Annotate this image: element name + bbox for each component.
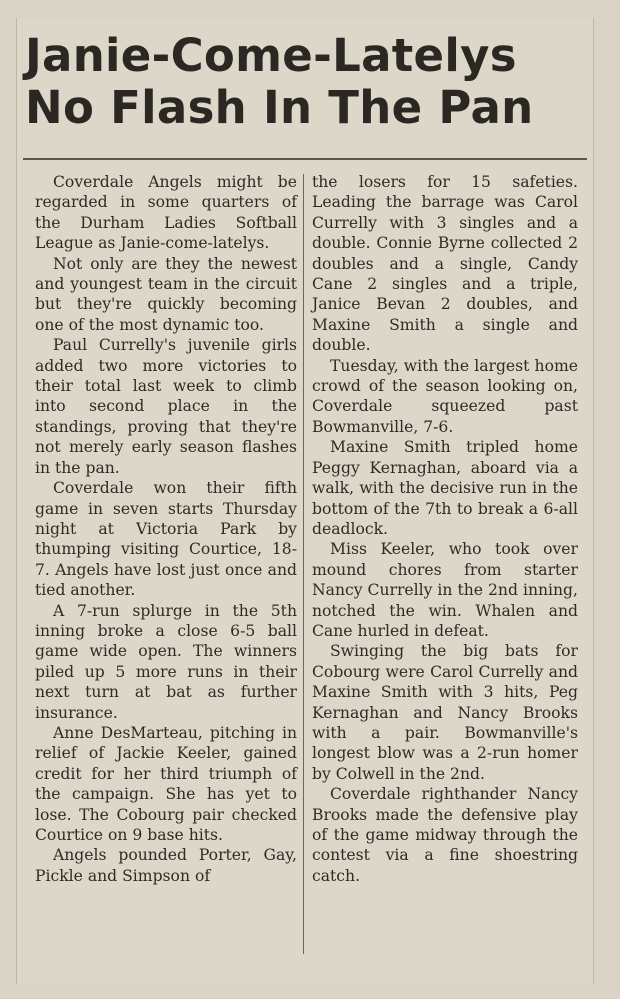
paragraph: Miss Keeler, who took over mound chores from starter Nancy Currelly in the 2nd inning, notched the win. Whalen and Cane hurled in defeat. [312,540,578,640]
headline [25,30,593,134]
headline-line-1: Janie-Come-Latelys [25,29,517,82]
article-body [25,172,585,974]
headline-rule [23,158,587,160]
paragraph: Coverdale won their fifth game in seven starts Thursday night at Victoria Park by thumping visiting Courtice, 18-7. Angels have lost just once and tied another. [35,479,297,600]
paragraph: Coverdale righthander Nancy Brooks made the defensive play of the game midway through the contest via a fine shoestring catch. [312,785,578,885]
newspaper-clipping [16,18,594,984]
paragraph: A 7-run splurge in the 5th inning broke a close 6-5 ball game wide open. The winners piled up 5 more runs in their next turn at bat as further insurance. [35,601,297,722]
paragraph: the losers for 15 safeties. Leading the barrage was Carol Currelly with 3 singles and a double. Connie Byrne collected 2 doubles and a single, Candy Cane 2 singles and a triple, Janice Bevan 2 doubles, and Maxine Smith a single and double. [312,173,578,355]
column-left [25,172,303,974]
paragraph: Coverdale Angels might be regarded in some quarters of the Durham Ladies Softball League as Janie-come-latelys. [35,173,297,253]
column-right [304,172,582,974]
paragraph: Tuesday, with the largest home crowd of the season looking on, Coverdale squeezed past Bowmanville, 7-6. [312,356,578,436]
paragraph: Paul Currelly's juvenile girls added two more victories to their total last week to climb into second place in the standings, proving that they're not merely early season flashes in the pan. [35,336,297,477]
paragraph: Anne DesMarteau, pitching in relief of Jackie Keeler, gained credit for her third triumph of the campaign. She has yet to lose. The Cobourg pair checked Courtice on 9 base hits. [35,723,297,844]
paragraph: Swinging the big bats for Cobourg were Carol Currelly and Maxine Smith with 3 hits, Peg Kernaghan and Nancy Brooks with a pair. Bowmanville's longest blow was a 2-run homer by Colwell in the 2nd. [312,642,578,783]
headline-line-2: No Flash In The Pan [25,81,534,134]
paragraph: Not only are they the newest and youngest team in the circuit but they're quickly becoming one of the most dynamic too. [35,254,297,334]
paragraph: Maxine Smith tripled home Peggy Kernaghan, aboard via a walk, with the decisive run in the bottom of the 7th to break a 6-all deadlock. [312,438,578,538]
paragraph: Angels pounded Porter, Gay, Pickle and Simpson of [35,846,297,885]
